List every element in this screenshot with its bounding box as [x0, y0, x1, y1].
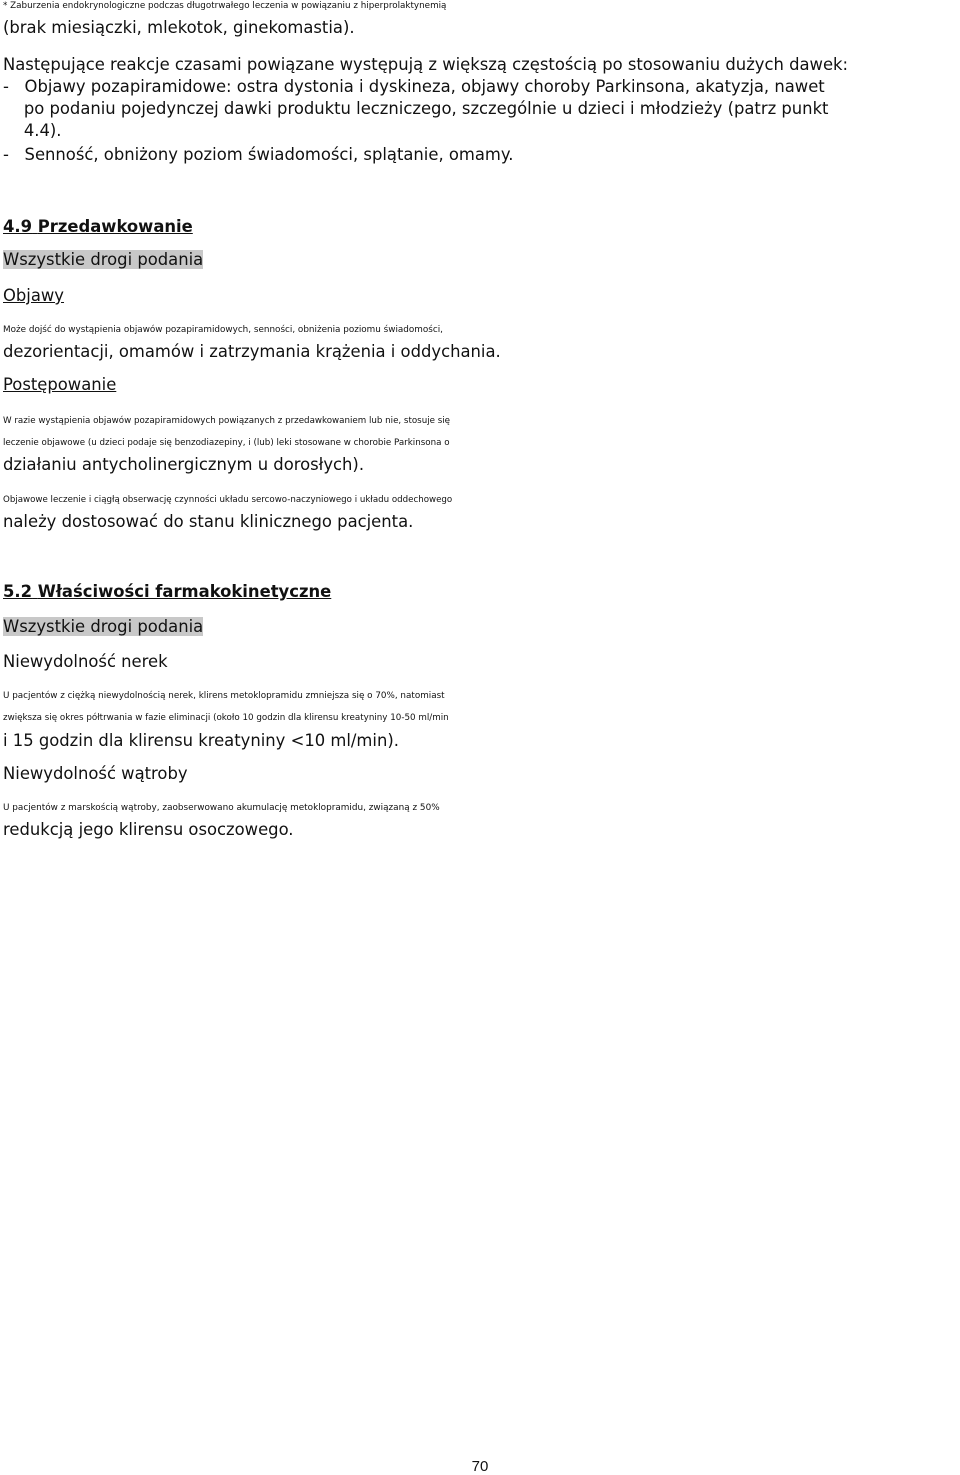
hepatic-text: U pacjentów z marskością wątroby, zaobserwowano akumulację metoklopramidu, związaną z 50%	[3, 803, 440, 813]
symptoms-heading: Objawy	[3, 286, 65, 305]
high-dose-item: - Senność, obniżony poziom świadomości, splątanie, omamy.	[3, 145, 514, 164]
hepatic-text: redukcją jego klirensu osoczowego.	[3, 820, 294, 839]
section-number: 5.2	[3, 582, 33, 601]
renal-text: zwiększa się okres półtrwania w fazie eliminacji (około 10 godzin dla klirensu kreatyniny 10-50 ml/min	[3, 713, 449, 723]
route-label: Wszystkie drogi podania	[3, 250, 204, 269]
symptoms-text: Może dojść do wystąpienia objawów pozapiramidowych, senności, obniżenia poziomu świadomości,	[3, 325, 443, 335]
management-heading: Postępowanie	[3, 375, 117, 394]
high-dose-item: 4.4).	[3, 121, 62, 140]
section-heading-4-9	[3, 216, 193, 238]
section-title: Przedawkowanie	[37, 217, 193, 236]
hepatic-heading: Niewydolność wątroby	[3, 764, 188, 783]
monitoring-text: należy dostosować do stanu klinicznego pacjenta.	[3, 512, 414, 531]
management-text: W razie wystąpienia objawów pozapiramidowych powiązanych z przedawkowaniem lub nie, stosuje się	[3, 416, 451, 426]
monitoring-text: Objawowe leczenie i ciągłą obserwację czynności układu sercowo-naczyniowego i układu oddechowego	[3, 495, 453, 505]
high-dose-item: - Objawy pozapiramidowe: ostra dystonia i dyskineza, objawy choroby Parkinsona, akatyzja, nawet	[3, 77, 825, 96]
route-label: Wszystkie drogi podania	[3, 617, 204, 636]
renal-text: i 15 godzin dla klirensu kreatyniny <10 ml/min).	[3, 731, 399, 750]
renal-heading: Niewydolność nerek	[3, 652, 168, 671]
section-heading-5-2	[3, 581, 331, 603]
footnote-line: * Zaburzenia endokrynologiczne podczas długotrwałego leczenia w powiązaniu z hiperprolaktynemią	[3, 1, 447, 11]
high-dose-intro: Następujące reakcje czasami powiązane występują z większą częstością po stosowaniu dużych dawek:	[3, 55, 849, 74]
page-number: 70	[471, 1458, 489, 1475]
high-dose-item: po podaniu pojedynczej dawki produktu leczniczego, szczególnie u dzieci i młodzieży (patrz punkt	[3, 99, 829, 118]
section-title: Właściwości farmakokinetyczne	[37, 582, 332, 601]
management-text: leczenie objawowe (u dzieci podaje się benzodiazepiny, i (lub) leki stosowane w chorobie Parkinsona o	[3, 438, 450, 448]
renal-text: U pacjentów z ciężką niewydolnością nerek, klirens metoklopramidu zmniejsza się o 70%, natomiast	[3, 691, 445, 701]
footnote-line: (brak miesiączki, mlekotok, ginekomastia).	[3, 18, 355, 37]
symptoms-text: dezorientacji, omamów i zatrzymania krążenia i oddychania.	[3, 342, 501, 361]
management-text: działaniu antycholinergicznym u dorosłych).	[3, 455, 365, 474]
section-number: 4.9	[3, 217, 33, 236]
